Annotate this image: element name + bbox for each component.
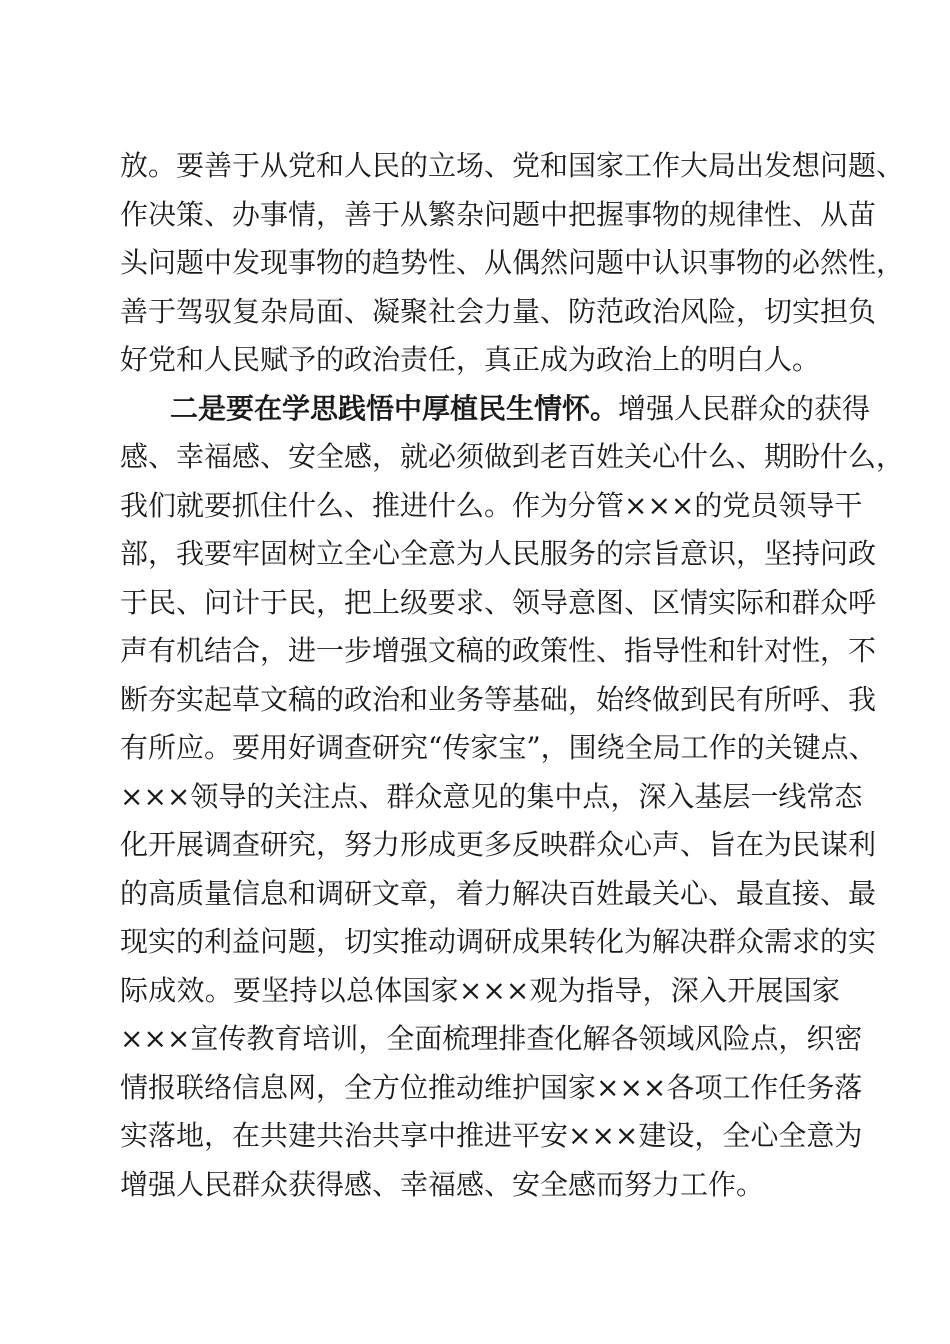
paragraph-2-line: 有所应。要用好调查研究“传家宝”，围绕全局工作的关键点、 [120,731,877,764]
paragraph-2-line: ×××领导的关注点、群众意见的集中点，深入基层一线常态 [120,779,863,813]
paragraph-2-line: 实落地，在共建共治共享中推进平安×××建设，全心全意为 [120,1119,863,1152]
paragraph-2-first-line [120,385,871,434]
paragraph-2-line: 际成效。要坚持以总体国家×××观为指导，深入开展国家 [120,973,840,1007]
paragraph-2-line: 现实的利益问题，切实推动调研成果转化为解决群众需求的实 [120,925,877,958]
paragraph-2-line: 的高质量信息和调研文章，着力解决百姓最关心、最直接、最 [120,876,877,910]
paragraph-2-lead-heading: 二是要在学思践悟中厚植民生情怀。 [170,391,619,425]
paragraph-2-line: 增强人民群众获得感、幸福感、安全感而努力工作。 [120,1167,765,1201]
paragraph-2-line: 感、幸福感、安全感，就必须做到老百姓关心什么、期盼什么， [120,440,905,473]
body-text [120,142,905,1209]
paragraph-2-line: 情报联络信息网，全方位推动维护国家×××各项工作任务落 [120,1070,863,1104]
paragraph-2-line: 化开展调查研究，努力形成更多反映群众心声、旨在为民谋利 [120,828,877,861]
paragraph-1-line: 作决策、办事情，善于从繁杂问题中把握事物的规律性、从苗 [120,197,877,231]
paragraph-2-line: 断夯实起草文稿的政治和业务等基础，始终做到民有所呼、我 [120,682,877,716]
paragraph-1-line: 善于驾驭复杂局面、凝聚社会力量、防范政治风险，切实担负 [120,294,877,328]
paragraph-2-line: 部，我要牢固树立全心全意为人民服务的宗旨意识，坚持问政 [120,537,877,570]
paragraph-2-line: 于民、问计于民，把上级要求、领导意图、区情实际和群众呼 [120,585,877,619]
paragraph-2-line: 我们就要抓住什么、推进什么。作为分管×××的党员领导干 [120,488,863,522]
paragraph-1-line: 头问题中发现事物的趋势性、从偶然问题中认识事物的必然性， [120,246,905,279]
paragraph-1-line: 放。要善于从党和人民的立场、党和国家工作大局出发想问题、 [120,149,905,182]
paragraph-2-line: ×××宣传教育培训，全面梳理排查化解各领域风险点，织密 [120,1022,863,1055]
paragraph-1-line: 好党和人民赋予的政治责任，真正成为政治上的明白人。 [120,343,821,376]
paragraph-2-line: 声有机结合，进一步增强文稿的政策性、指导性和针对性，不 [120,634,877,667]
paragraph-2-first-line-text: 增强人民群众的获得 [618,391,871,425]
